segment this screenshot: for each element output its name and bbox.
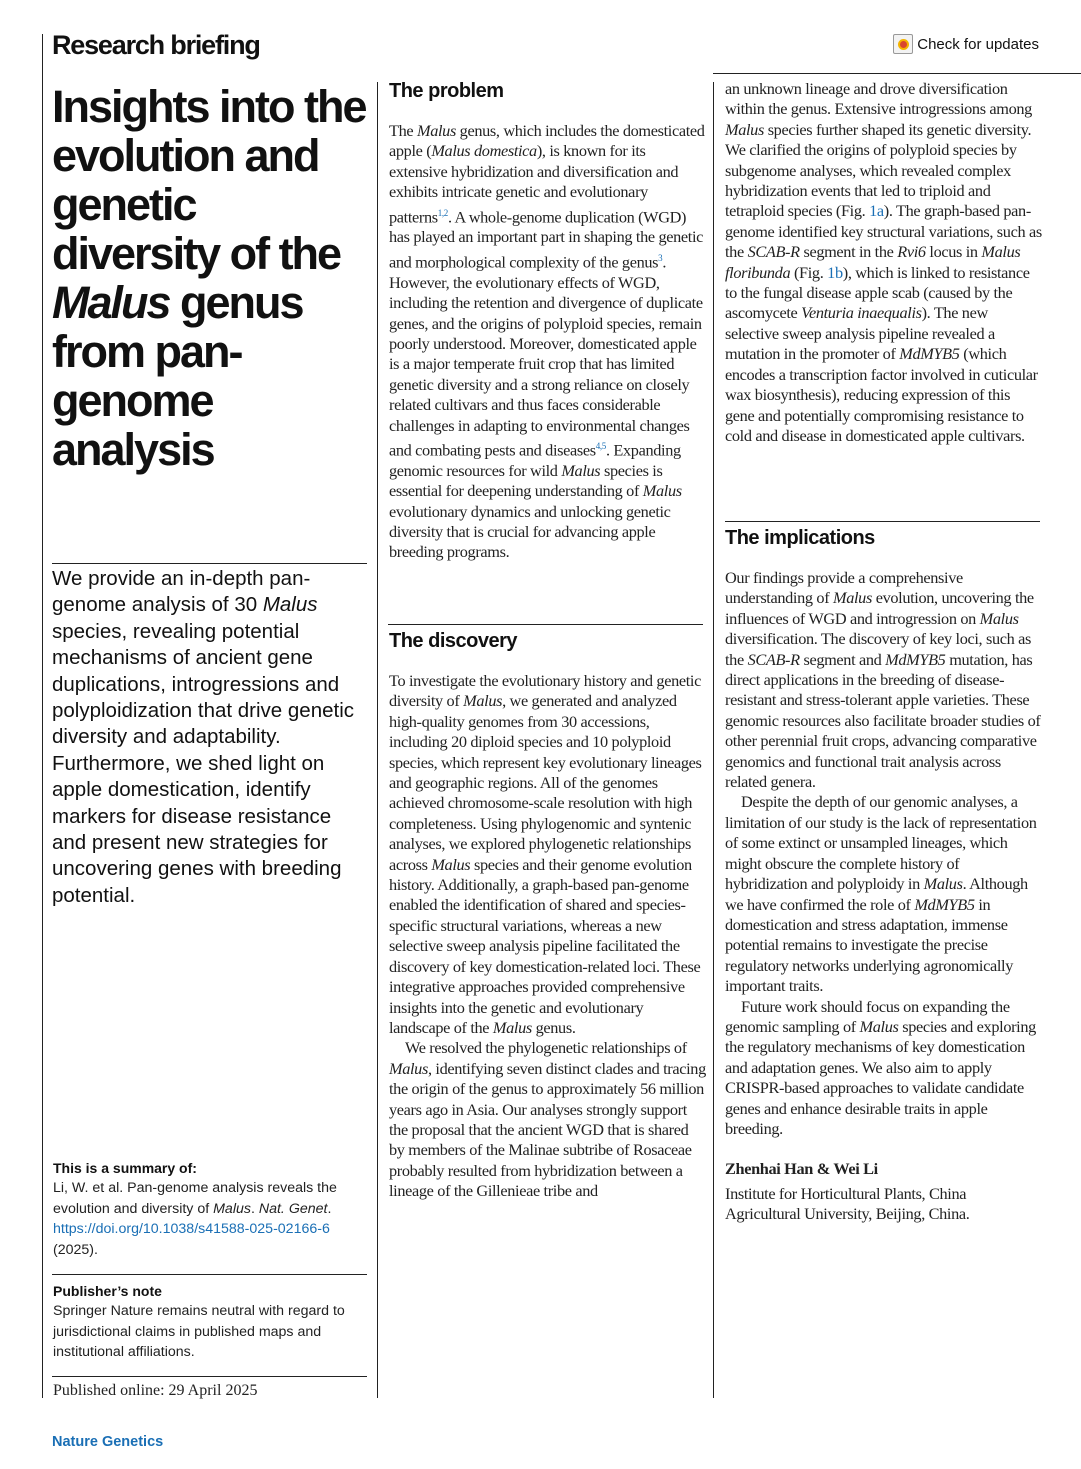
publisher-note-rule — [52, 1376, 367, 1377]
discovery-rule — [388, 624, 703, 625]
publisher-note-heading: Publisher’s note — [53, 1283, 162, 1299]
header-rule — [713, 73, 1081, 74]
problem-text: The Malus genus, which includes the domesticated apple (Malus domestica), is known for its extensive hybridization and diversification and exhibits intricate genetic and evolutionary patterns$^{1,2}$. A whole-genome duplication (WGD) has played an important part in shaping the genetic and morphological complexity of the genus$^3$. However, the evolutionary effects of WGD, including the retention and divergence of duplicate genes, and the origins of polyploid species, remain poorly understood. Moreover, domesticated apple is a major temperate fruit crop that has limited genetic diversity and a strong reliance on closely related cultivars and thus faces considerable challenges in adapting to environmental changes and combating pests and diseases$^{4,5}$. Expanding genomic resources for wild Malus species is essential for deepening understanding of Malus evolutionary dynamics and unlocking genetic diversity that is crucial for advancing apple breeding programs. — [389, 121, 705, 562]
authors: Zhenhai Han & Wei Li — [725, 1159, 878, 1179]
left-margin-rule — [42, 34, 43, 1398]
check-updates-label: Check for updates — [917, 35, 1039, 53]
publisher-note-text: Springer Nature remains neutral with regard to jurisdictional claims in published maps and institutional affiliations. — [53, 1303, 345, 1361]
discovery-section — [389, 630, 707, 1202]
check-updates-button[interactable] — [893, 34, 1039, 54]
published-date: Published online: 29 April 2025 — [53, 1382, 258, 1399]
implications-paragraph-3: Future work should focus on expanding the genomic sampling of Malus species and exploring the regulatory mechanisms of key domestication and adaptation genes. We also aim to apply CRISPR-based approaches to validate candidate genes and enhance desirable traits in apple breeding. — [725, 996, 1036, 1138]
crossmark-icon — [893, 34, 913, 54]
summary-year: (2025). — [53, 1241, 98, 1258]
summary-box — [53, 1158, 368, 1260]
summary-rule — [52, 1274, 367, 1275]
discovery-continued — [725, 79, 1043, 446]
journal-name: Nature Genetics — [52, 1434, 164, 1450]
discovery-paragraph-3: an unknown lineage and drove diversification within the genus. Extensive introgressions among Malus species further shaped its genetic diversity. We clarified the origins of polyploid species by subgenome analyses, which revealed complex hybridization events that led to triploid and tetraploid species (Fig. 1a). The graph-based pan-genome identified key structural variations, such as the SCAB-R segment in the Rvi6 locus in Malus floribunda (Fig. 1b), which is linked to resistance to the fungal disease apple scab (caused by the ascomycete Venturia inaequalis). The new selective sweep analysis pipeline revealed a mutation in the promoter of MdMYB5 (which encodes a transcription factor involved in cuticular wax biosynthesis), reducing expression of this gene and potentially compromising resistance to cold and disease in domesticated apple cultivars. — [725, 79, 1042, 445]
column-divider-2 — [713, 82, 714, 1398]
problem-section — [389, 80, 707, 563]
article-title: Insights into the evolution and genetic diversity of the Malus genus from pan-genome analysis — [52, 81, 366, 475]
affiliation: Institute for Horticultural Plants, China Agricultural University, Beijing, China. — [725, 1183, 970, 1224]
implications-section — [725, 527, 1043, 1225]
discovery-heading: The discovery — [389, 630, 518, 652]
publisher-note — [53, 1281, 368, 1363]
standfirst: We provide an in-depth pan-genome analysis of 30 Malus species, revealing potential mechanisms of ancient gene duplications, introgressions and polyploidization that drive genetic diversity and adaptability. Furthermore, we shed light on apple domestication, identify markers for disease resistance and present new strategies for uncovering genes with breeding potential. — [52, 567, 354, 907]
summary-citation: Li, W. et al. Pan-genome analysis reveals the evolution and diversity of Malus. Nat. Genet. — [53, 1180, 337, 1217]
column-divider-1 — [377, 82, 378, 1398]
implications-heading: The implications — [725, 527, 875, 549]
discovery-paragraph-2: We resolved the phylogenetic relationships of Malus, identifying seven distinct clades and tracing the origin of the genus to approximately 56 million years ago in Asia. Our analyses strongly support the proposal that the ancient WGD that is shared by members of the Malinae subtribe of Rosaceae probably resulted from hybridization between a lineage of the Gillenieae tribe and — [389, 1038, 706, 1201]
section-label: Research briefing — [52, 30, 260, 60]
discovery-paragraph-1: To investigate the evolutionary history and genetic diversity of Malus, we generated and analyzed high-quality genomes from 30 accessions, including 20 diploid species and 10 polyploid species, which represent key evolutionary lineages and geographic regions. All of the genomes achieved chromosome-scale resolution with high completeness. Using phylogenomic and syntenic analyses, we explored phylogenetic relationships across Malus species and their genome evolution history. Additionally, a graph-based pan-genome enabled the identification of shared and species-specific structural variations, whereas a new selective sweep analysis pipeline facilitated the discovery of key domestication-related loci. These integrative approaches provided comprehensive insights into the genetic and evolutionary landscape of the Malus genus. — [389, 671, 702, 1037]
standfirst-rule — [52, 563, 367, 564]
implications-rule — [725, 521, 1040, 522]
problem-heading: The problem — [389, 80, 504, 102]
implications-paragraph-1: Our findings provide a comprehensive understanding of Malus evolution, uncovering the influences of WGD and introgression on Malus diversification. The discovery of key loci, such as the SCAB-R segment and MdMYB5 mutation, has direct applications in the breeding of disease-resistant and stress-tolerant apple varieties. These genomic resources also facilitate broader studies of other perennial fruit crops, advancing comparative genomics and functional trait analysis across related genera. — [725, 568, 1041, 792]
doi-link[interactable]: https://doi.org/10.1038/s41588-025-02166-6 — [53, 1221, 330, 1238]
summary-heading: This is a summary of: — [53, 1160, 197, 1176]
implications-paragraph-2: Despite the depth of our genomic analyses, a limitation of our study is the lack of representation of some extinct or unsampled lineages, which might obscure the complete history of hybridization and polyploidy in Malus. Although we have confirmed the role of MdMYB5 in domestication and stress adaptation, immense potential remains to investigate the precise regulatory networks underlying agronomically important traits. — [725, 792, 1037, 996]
